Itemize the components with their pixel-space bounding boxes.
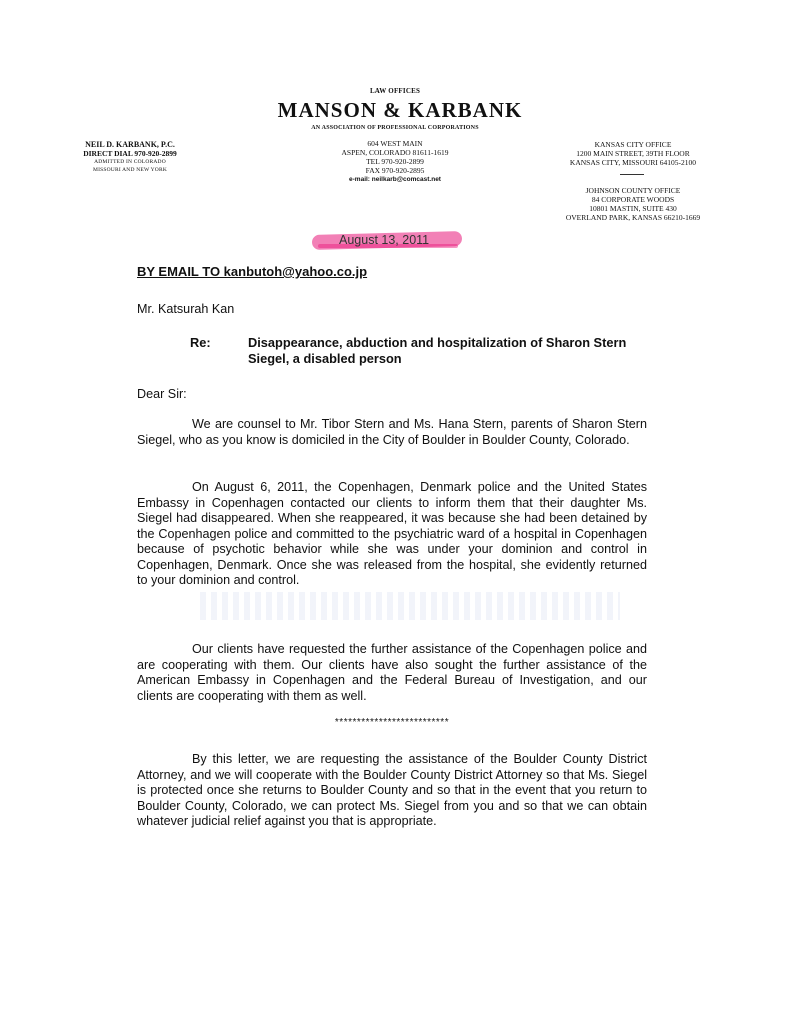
re-label: Re: [190,335,211,350]
attorney-admitted-2: MISSOURI AND NEW YORK [92,167,168,173]
paragraph-3: Our clients have requested the further assistance of the Copenhagen police and are cooperating with them. Our clients have also sought the further assistance of the American Embassy in Copenhagen and the Federal Bureau of Investigation, and our clients are cooperating with them as well. [137,642,647,703]
erased-text-region [200,592,620,620]
main-office-block [325,139,465,184]
main-office-street: 604 WEST MAIN [367,139,423,148]
kc-office-title: KANSAS CITY OFFICE [594,140,672,149]
jc-office-line3: OVERLAND PARK, KANSAS 66210-1669 [565,213,701,222]
salutation: Dear Sir: [137,387,187,401]
attorney-admitted-1: ADMITTED IN COLORADO [94,159,166,165]
recipient-name: Mr. Katsurah Kan [137,302,235,316]
section-separator: ************************** [334,717,450,728]
delivery-line: BY EMAIL TO kanbutoh@yahoo.co.jp [137,264,368,279]
attorney-direct-dial: DIRECT DIAL 970-920-2899 [83,149,177,158]
kc-office-street: 1200 MAIN STREET, 39TH FLOOR [576,149,690,158]
jc-office-line2: 10801 MASTIN, SUITE 430 [589,204,677,213]
letter-date: August 13, 2011 [339,233,430,247]
jc-office-title: JOHNSON COUNTY OFFICE [585,186,681,195]
attorney-name: NEIL D. KARBANK, P.C. [85,140,175,149]
attorney-block [60,140,200,174]
law-offices-label: LAW OFFICES [369,87,421,95]
firm-name: MANSON & KARBANK [277,98,523,122]
kc-office-city: KANSAS CITY, MISSOURI 64105-2100 [569,158,697,167]
main-office-tel: TEL 970-920-2899 [366,157,424,166]
paragraph-4: By this letter, we are requesting the assistance of the Boulder County District Attorney, and we will cooperate with the Boulder County District Attorney so that Ms. Siegel is protected once she returns to Boulder County and so that in the event that you return to Boulder County, Colorado, we can protect Ms. Siegel from you and so that we can obtain whatever judicial relief against you that is appropriate. [137,752,647,828]
main-office-email: e-mail: neilkarb@comcast.net [349,176,441,183]
main-office-fax: FAX 970-920-2895 [365,166,425,175]
johnson-county-office-block [548,186,718,222]
firm-association: AN ASSOCIATION OF PROFESSIONAL CORPORATIONS [311,125,479,131]
paragraph-2: On August 6, 2011, the Copenhagen, Denmark police and the United States Embassy in Copenhagen contacted our clients to inform them that their daughter Ms. Siegel had disappeared. When she reappeared, it was because she had been detained by the Copenhagen police and committed to the psychiatric ward of a hospital in Copenhagen because of psychotic behavior while she was under your dominion and control in Copenhagen, Denmark. Once she was released from the hospital, she evidently returned to your dominion and control. [137,480,647,587]
main-office-city: ASPEN, COLORADO 81611-1619 [341,148,449,157]
kansas-city-office-block [548,140,718,167]
jc-office-line1: 84 CORPORATE WOODS [591,195,675,204]
office-divider [620,174,644,175]
subject-block [248,335,668,366]
subject-line-1: Disappearance, abduction and hospitalization of Sharon Stern [248,335,627,350]
subject-line-2: Siegel, a disabled person [248,350,402,366]
paragraph-1: We are counsel to Mr. Tibor Stern and Ms. Hana Stern, parents of Sharon Stern Siegel, who as you know is domiciled in the City of Boulder in Boulder County, Colorado. [137,417,647,447]
